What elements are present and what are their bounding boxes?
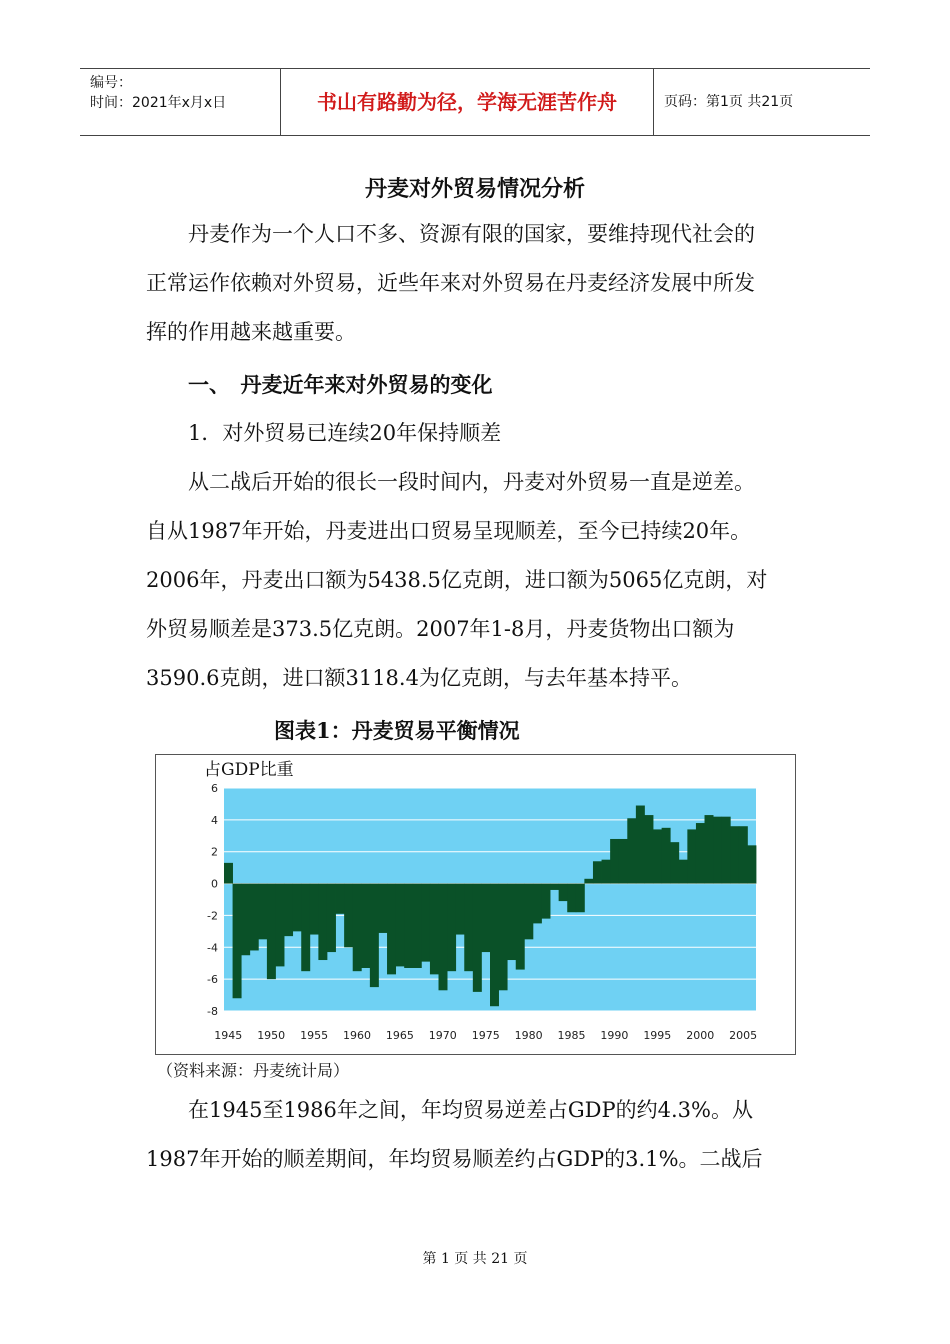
bar-1982 xyxy=(541,884,550,919)
x-tick-label: 1960 xyxy=(343,1029,371,1042)
bar-1964 xyxy=(387,884,396,975)
header-meta xyxy=(80,69,280,135)
bar-1956 xyxy=(318,884,327,960)
bar-1988 xyxy=(593,861,602,883)
bar-1961 xyxy=(361,884,370,968)
bar-1974 xyxy=(473,884,482,992)
document-title: 丹麦对外贸易情况分析 xyxy=(364,176,585,202)
bar-1945 xyxy=(224,863,233,884)
chart-svg xyxy=(156,755,795,1054)
text-line: 2006年，丹麦出口额为5438.5亿克朗，进口额为5065亿克朗，对 xyxy=(146,568,768,592)
text-line: 丹麦作为一个人口不多、资源有限的国家，要维持现代社会的 xyxy=(188,222,755,246)
text-line: 1987年开始的顺差期间，年均贸易顺差约占GDP的3.1%。二战后 xyxy=(146,1147,763,1171)
bar-1952 xyxy=(284,884,293,937)
bar-1955 xyxy=(310,884,319,935)
trade-balance-chart xyxy=(155,754,796,1055)
x-tick-label: 1980 xyxy=(514,1029,543,1042)
y-tick-label: 0 xyxy=(211,877,218,891)
bar-1990 xyxy=(610,839,619,884)
bar-1989 xyxy=(602,860,611,884)
intro-paragraph xyxy=(146,210,826,357)
text-line: 自从1987年开始，丹麦进出口贸易呈现顺差，至今已持续20年。 xyxy=(146,519,752,543)
bar-1966 xyxy=(404,884,413,968)
x-tick-label: 1985 xyxy=(557,1029,586,1042)
bar-1999 xyxy=(687,829,696,883)
x-tick-label: 2005 xyxy=(729,1029,758,1042)
bar-1981 xyxy=(533,884,542,924)
page-header xyxy=(80,68,870,136)
bar-1979 xyxy=(516,884,525,970)
bar-2000 xyxy=(696,823,705,884)
bar-1958 xyxy=(336,884,345,914)
bar-1976 xyxy=(490,884,499,1007)
bar-2001 xyxy=(705,815,714,883)
bar-1984 xyxy=(559,884,568,902)
y-tick-label: -8 xyxy=(207,1005,218,1018)
bar-1993 xyxy=(636,806,645,884)
bar-2004 xyxy=(730,826,739,883)
section-heading: 一、 丹麦近年来对外贸易的变化 xyxy=(188,372,493,397)
bar-1995 xyxy=(653,829,662,883)
text-line: 在1945至1986年之间，年均贸易逆差占GDP的约4.3%。从 xyxy=(188,1098,753,1122)
bar-1962 xyxy=(370,884,379,988)
bar-1977 xyxy=(499,884,508,991)
document-date: 时间：2021年x月x日 xyxy=(90,95,227,111)
bar-1970 xyxy=(439,884,448,991)
x-tick-label: 1955 xyxy=(300,1029,329,1042)
text-line: 正常运作依赖对外贸易，近些年来对外贸易在丹麦经济发展中所发 xyxy=(146,271,755,295)
y-tick-label: -6 xyxy=(207,973,218,987)
bar-1987 xyxy=(584,879,593,884)
x-tick-label: 1965 xyxy=(385,1029,414,1042)
chart-y-axis-label: 占GDP比重 xyxy=(204,760,294,780)
bar-1957 xyxy=(327,884,336,952)
bar-1972 xyxy=(456,884,465,935)
y-tick-label: 4 xyxy=(211,813,218,827)
bar-1946 xyxy=(233,884,242,999)
bar-1971 xyxy=(447,884,456,972)
bar-1953 xyxy=(293,884,302,932)
bar-1986 xyxy=(576,884,585,913)
chart-source: （资料来源：丹麦统计局） xyxy=(157,1061,350,1080)
bar-2006 xyxy=(747,845,756,883)
bar-1954 xyxy=(301,884,310,972)
bar-2003 xyxy=(722,817,731,884)
bar-1991 xyxy=(619,839,628,884)
bar-1960 xyxy=(353,884,362,972)
bar-1980 xyxy=(524,884,533,940)
bar-1973 xyxy=(464,884,473,972)
subsection-heading: 1．对外贸易已连续20年保持顺差 xyxy=(188,421,502,445)
y-tick-label: -4 xyxy=(207,941,218,955)
x-tick-label: 1995 xyxy=(643,1029,672,1042)
y-tick-label: -2 xyxy=(207,909,218,923)
bar-1949 xyxy=(258,884,267,940)
bar-1947 xyxy=(241,884,250,956)
bar-1996 xyxy=(662,828,671,884)
bar-1975 xyxy=(481,884,490,952)
text-line: 从二战后开始的很长一段时间内，丹麦对外贸易一直是逆差。 xyxy=(188,470,755,494)
bar-1959 xyxy=(344,884,353,948)
text-line: 挥的作用越来越重要。 xyxy=(146,320,356,344)
document-number-label: 编号： xyxy=(90,75,132,91)
page-footer: 第 1 页 共 21 页 xyxy=(422,1251,528,1267)
x-tick-label: 1950 xyxy=(257,1029,286,1042)
x-tick-label: 1990 xyxy=(600,1029,629,1042)
bar-1978 xyxy=(507,884,516,960)
x-tick-label: 1945 xyxy=(214,1029,243,1042)
gdp-paragraph xyxy=(146,1086,826,1184)
x-tick-label: 1975 xyxy=(471,1029,500,1042)
bar-1992 xyxy=(627,818,636,883)
trade-paragraph xyxy=(146,458,826,703)
bar-1965 xyxy=(396,884,405,967)
y-tick-label: 2 xyxy=(211,845,218,859)
bar-1985 xyxy=(567,884,576,913)
bar-1968 xyxy=(421,884,430,962)
x-tick-label: 1970 xyxy=(428,1029,457,1042)
header-page-info: 页码：第1页 共21页 xyxy=(664,94,794,110)
figure-caption: 图表1：丹麦贸易平衡情况 xyxy=(274,718,520,743)
bar-1963 xyxy=(378,884,387,933)
chart-x-ticks xyxy=(214,1029,757,1042)
bar-1951 xyxy=(275,884,284,967)
bar-1969 xyxy=(430,884,439,975)
bar-1998 xyxy=(679,860,688,884)
header-motto: 书山有路勤为径，学海无涯苦作舟 xyxy=(280,69,654,135)
bar-1983 xyxy=(550,884,559,890)
bar-1994 xyxy=(644,815,653,883)
bar-1950 xyxy=(267,884,276,980)
bar-1948 xyxy=(250,884,259,951)
y-tick-label: 6 xyxy=(211,782,218,795)
text-line: 3590.6克朗，进口额3118.4为亿克朗，与去年基本持平。 xyxy=(146,666,692,690)
x-tick-label: 2000 xyxy=(686,1029,715,1042)
text-line: 外贸易顺差是373.5亿克朗。2007年1-8月，丹麦货物出口额为 xyxy=(146,617,735,641)
bar-2002 xyxy=(713,817,722,884)
bar-1967 xyxy=(413,884,422,968)
chart-y-ticks xyxy=(207,782,218,1018)
bar-2005 xyxy=(739,826,748,883)
bar-1997 xyxy=(670,842,679,883)
